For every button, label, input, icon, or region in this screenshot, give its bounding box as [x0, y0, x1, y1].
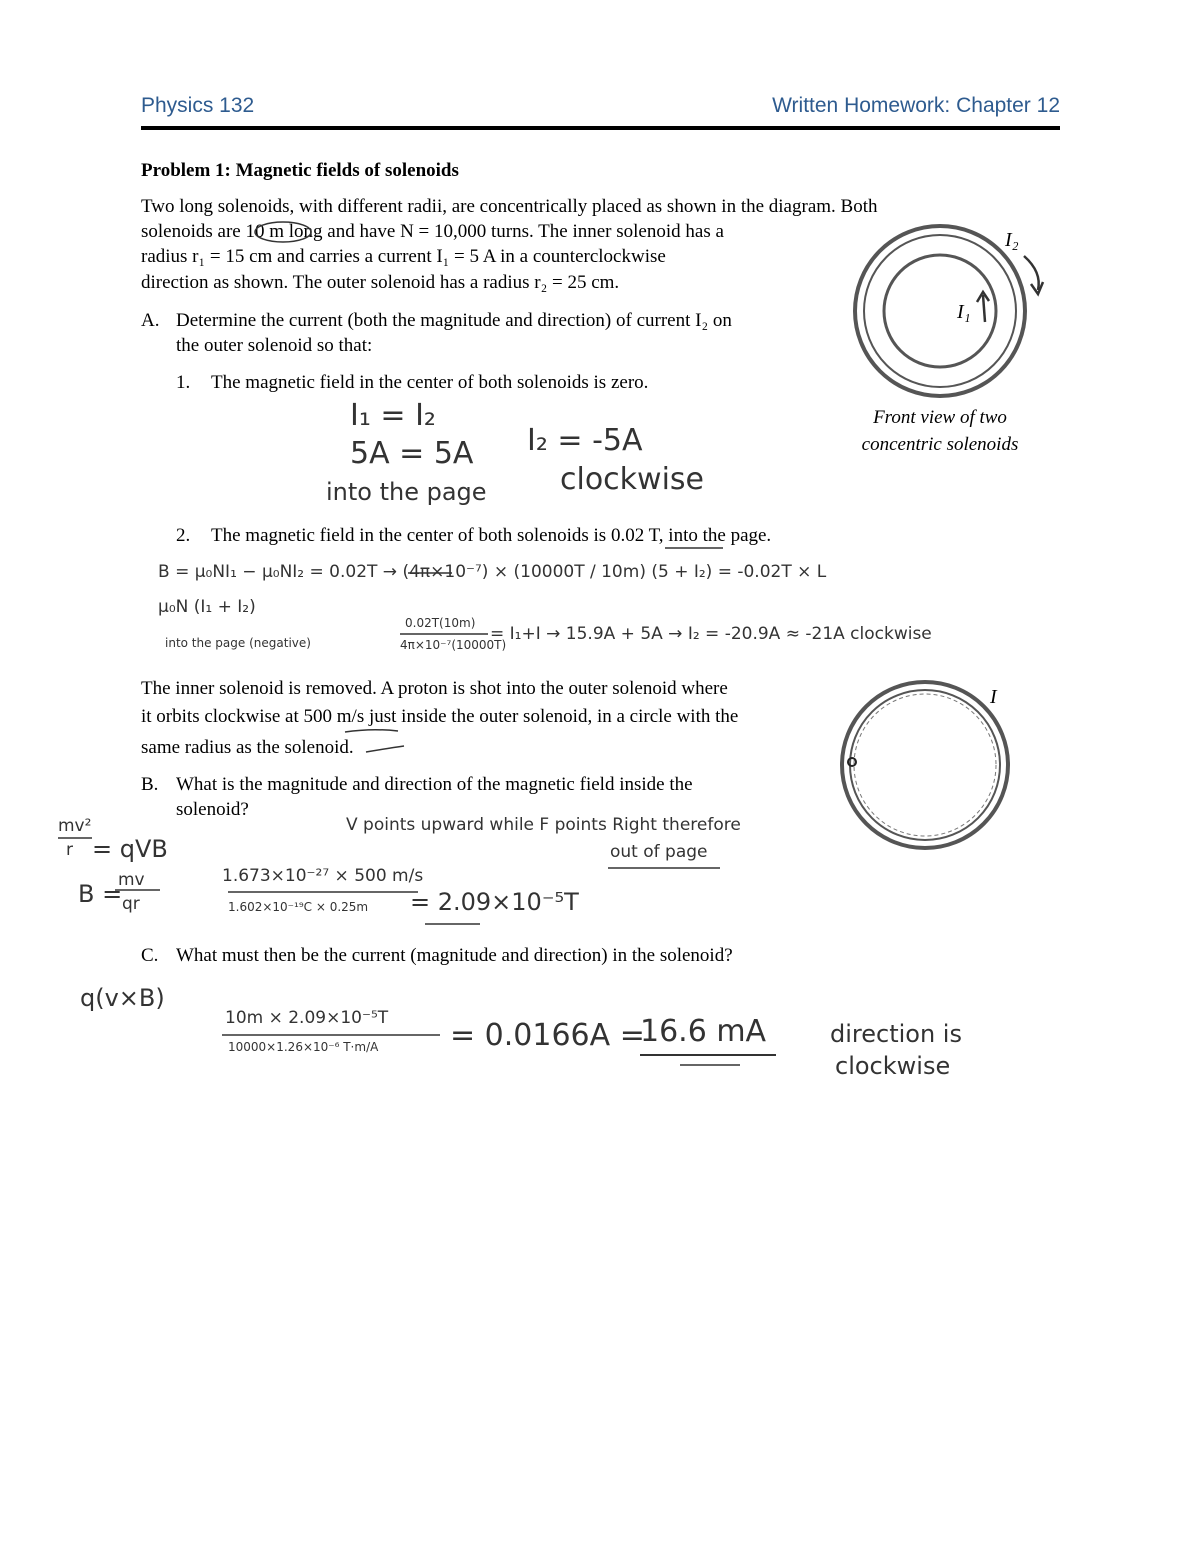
hw-b-force-rhs: = qVB: [92, 835, 168, 863]
strike-stroke: [366, 746, 404, 752]
hw-b-b-bottom: qr: [122, 894, 140, 914]
caption-line-1: Front view of two: [873, 407, 1007, 428]
outer-solenoid-outer-ring: [855, 226, 1025, 396]
proton-orbit-path: [854, 694, 996, 836]
part-a-line-1: Determine the current (both the magnitude and direction) of current I₂ on: [176, 310, 732, 331]
hw-b-force-bottom: r: [66, 840, 73, 860]
caption-line-2: concentric solenoids: [861, 434, 1019, 455]
hw-c-frac-top: 10m × 2.09×10⁻⁵T: [225, 1008, 389, 1028]
part-a-line-2: the outer solenoid so that:: [176, 335, 373, 356]
hw-a1-direction: clockwise: [560, 462, 705, 497]
hw-a1-note: into the page: [326, 478, 487, 506]
part-a-label: A.: [141, 310, 160, 331]
intro-line-4: direction as shown. The outer solenoid has a radius r₂ = 25 cm.: [141, 272, 620, 293]
hw-a1-equation-1: I₁ = I₂: [350, 398, 436, 433]
problem-heading: Problem 1: Magnetic fields of solenoids: [141, 160, 459, 181]
part-a2-number: 2.: [176, 525, 191, 546]
part-b-line-1: What is the magnitude and direction of the magnetic field inside the: [176, 774, 693, 795]
hw-b-direction: out of page: [610, 842, 708, 862]
i1-arrow-icon: [983, 295, 985, 322]
hw-c-direction-line-1: direction is: [830, 1020, 962, 1048]
outer-solenoid-inner-ring: [864, 235, 1016, 387]
hw-a2-fraction-top: 0.02T(10m): [405, 616, 476, 630]
part-b-label: B.: [141, 774, 159, 795]
i1-label: I₁: [957, 301, 971, 323]
i2-arrowhead-icon: [1031, 282, 1043, 294]
diagram-caption: [838, 404, 1042, 458]
hw-b-calc-top: 1.673×10⁻²⁷ × 500 m/s: [222, 866, 424, 886]
hw-b-direction-note: V points upward while F points Right therefore: [346, 815, 741, 835]
proton-line-3: same radius as the solenoid.: [141, 737, 354, 758]
underline-stroke: [345, 730, 398, 732]
intro-line-1: Two long solenoids, with different radii, are concentrically placed as shown in the diagram. Both: [141, 196, 878, 217]
solenoid-current-label: I: [990, 686, 997, 708]
hw-b-calc-bottom: 1.602×10⁻¹⁹C × 0.25m: [228, 900, 369, 914]
proton-line-2: it orbits clockwise at 500 m/s just inside the outer solenoid, in a circle with the: [141, 706, 739, 727]
hw-a2-fraction-bottom: 4π×10⁻⁷(10000T): [400, 638, 507, 652]
part-a1-number: 1.: [176, 372, 191, 393]
hw-b-force-top: mv²: [58, 816, 92, 836]
hw-a1-equation-2: 5A = 5A: [350, 436, 474, 471]
intro-line-3: radius r₁ = 15 cm and carries a current I₁ = 5 A in a counterclockwise: [141, 246, 666, 267]
hw-c-answer: 16.6 mA: [640, 1014, 767, 1049]
hw-a2-line-1: B = μ₀NI₁ − μ₀NI₂ = 0.02T → (4π×10⁻⁷) × (10000T / 10m) (5 + I₂) = -0.02T × L: [158, 562, 827, 582]
part-a1-question: The magnetic field in the center of both solenoids is zero.: [211, 372, 649, 393]
part-a2-question: The magnetic field in the center of both solenoids is 0.02 T, into the page.: [211, 525, 772, 546]
part-c-label: C.: [141, 945, 159, 966]
i2-label: I₂: [1005, 229, 1019, 251]
circled-length-annotation: [255, 222, 311, 242]
part-b-line-2: solenoid?: [176, 799, 249, 820]
hw-a2-answer: = I₁+I → 15.9A + 5A → I₂ = -20.9A ≈ -21A clockwise: [490, 624, 932, 644]
hw-c-direction-line-2: clockwise: [835, 1052, 951, 1080]
course-name: Physics 132: [141, 94, 255, 117]
hw-a1-answer: I₂ = -5A: [527, 423, 643, 458]
inner-solenoid-ring: [884, 255, 996, 367]
solenoid-inner-ring: [850, 690, 1000, 840]
hw-c-force-note: q(v×B): [80, 984, 165, 1012]
hw-b-result: = 2.09×10⁻⁵T: [410, 888, 579, 916]
hw-b-b-lhs: B =: [78, 880, 123, 908]
document-title: Written Homework: Chapter 12: [772, 94, 1060, 117]
hw-c-result: = 0.0166A =: [450, 1018, 645, 1053]
hw-a2-line-3-note: into the page (negative): [165, 636, 311, 650]
part-c-question: What must then be the current (magnitude and direction) in the solenoid?: [176, 945, 733, 966]
hw-c-frac-bottom: 10000×1.26×10⁻⁶ T·m/A: [228, 1040, 379, 1054]
intro-line-2: solenoids are 10 m long and have N = 10,000 turns. The inner solenoid has a: [141, 221, 724, 242]
solenoid-outer-ring: [842, 682, 1008, 848]
hw-a2-line-2: μ₀N (I₁ + I₂): [158, 597, 256, 617]
proton-line-1: The inner solenoid is removed. A proton is shot into the outer solenoid where: [141, 678, 728, 699]
hw-b-b-top: mv: [118, 870, 145, 890]
